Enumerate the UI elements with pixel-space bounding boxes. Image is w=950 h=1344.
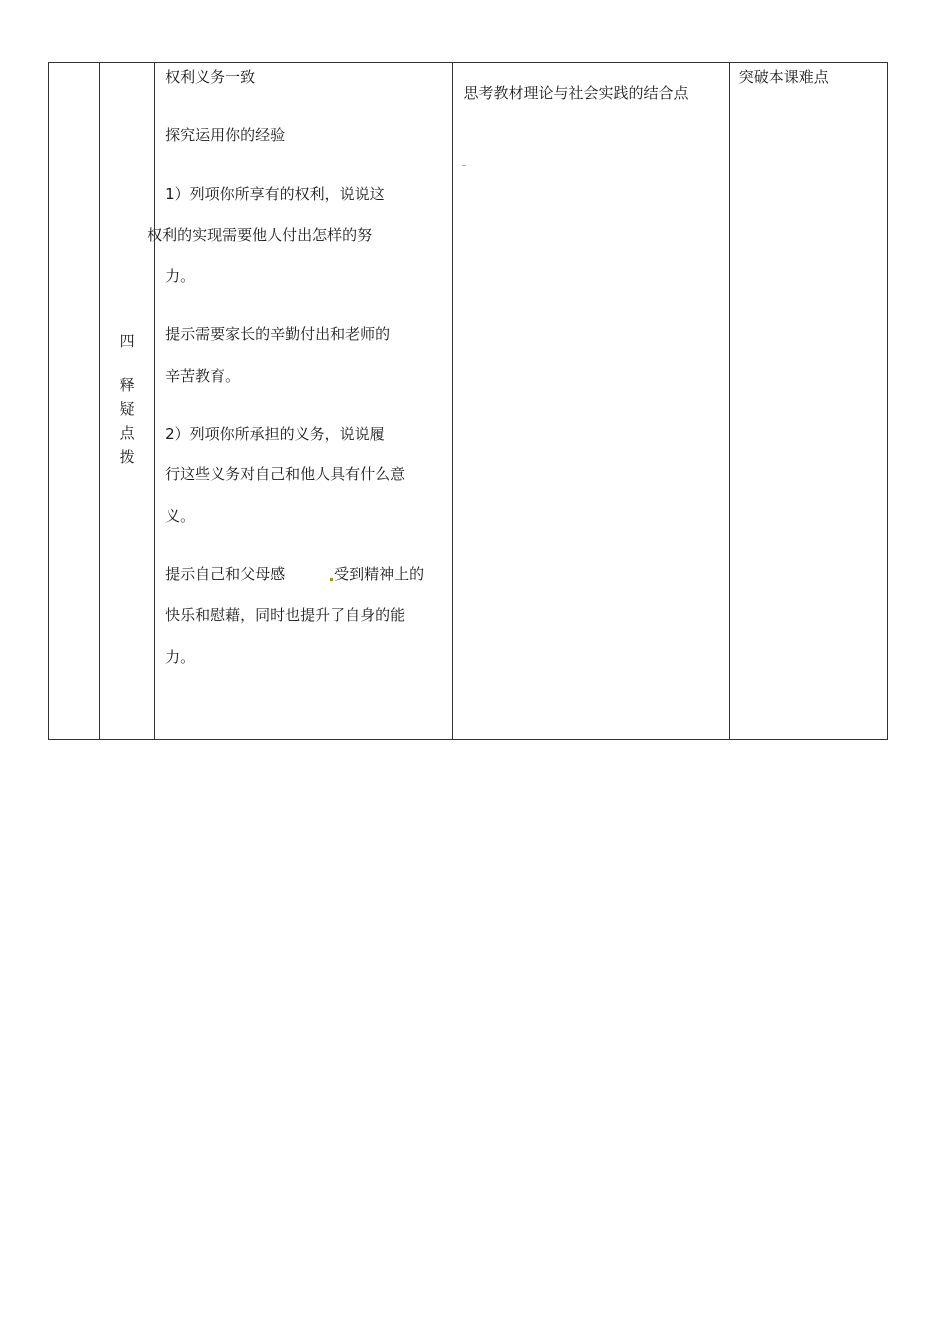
content-cell: [147, 63, 453, 740]
hint-line: 提示需要家长的辛勤付出和老师的: [165, 325, 391, 343]
marker-dot: [462, 165, 466, 166]
table-row: [49, 63, 888, 740]
content-line: 快乐和慰藉，同时也提升了自身的能: [165, 606, 406, 624]
effect-text: 突破本课难点: [738, 68, 829, 86]
activity-title: 探究运用你的经验: [165, 126, 286, 144]
effect-cell: [729, 63, 887, 740]
lesson-plan-table: [48, 62, 888, 740]
stage-char: 疑: [119, 400, 135, 418]
content-line: 力。: [165, 648, 196, 666]
stage-char: 拨: [119, 448, 135, 466]
content-line: 2）列项你所承担的义务，说说履: [165, 425, 385, 443]
content-line: 1）列项你所享有的权利，说说这: [165, 185, 385, 203]
stage-number: 四: [119, 332, 135, 350]
content-line: 受到精神上的: [334, 565, 425, 583]
empty-cell: [49, 63, 100, 740]
content-line: 辛苦教育。: [165, 367, 241, 385]
stage-char: 释: [119, 376, 135, 394]
content-line: 力。: [165, 267, 196, 285]
section-title: 权利义务一致: [165, 68, 256, 86]
content-line: 权利的实现需要他人付出怎样的努: [147, 226, 373, 244]
intent-text: 思考教材理论与社会实践的结合点: [463, 84, 689, 102]
stage-char: 点: [119, 424, 135, 442]
intent-cell: [453, 63, 729, 740]
marker-dot: [330, 578, 333, 581]
hint-line: 提示自己和父母感: [165, 565, 286, 583]
stage-label: [100, 329, 154, 469]
stage-cell: [100, 63, 155, 740]
content-line: 义。: [165, 507, 196, 525]
content-line: 行这些义务对自己和他人具有什么意: [165, 465, 406, 483]
